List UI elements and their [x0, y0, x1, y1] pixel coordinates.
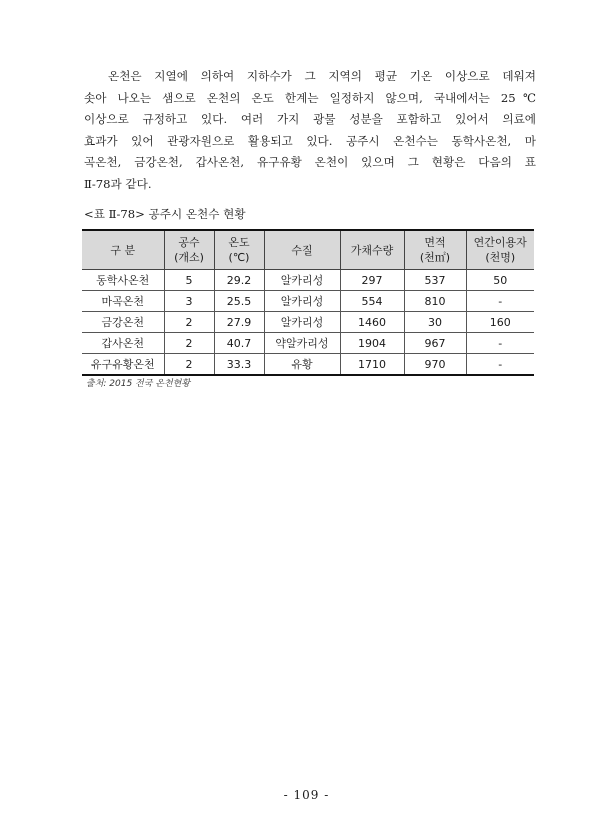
table-cell: 3 — [164, 291, 214, 312]
table-cell: 810 — [404, 291, 466, 312]
source-note: 출처: 2015 전국 온천현황 — [86, 379, 191, 389]
table-cell: 약알카리성 — [264, 333, 340, 354]
table-row — [82, 354, 534, 376]
table-cell: 2 — [164, 354, 214, 376]
table-cell: 25.5 — [214, 291, 264, 312]
table-row — [82, 291, 534, 312]
table-cell: 갑사온천 — [82, 333, 164, 354]
table-cell: 297 — [340, 270, 404, 291]
table-cell: 537 — [404, 270, 466, 291]
header-category: 구 분 — [82, 230, 164, 270]
table-cell: 29.2 — [214, 270, 264, 291]
table-cell: 970 — [404, 354, 466, 376]
table-cell: 알카리성 — [264, 312, 340, 333]
table-cell: 1710 — [340, 354, 404, 376]
table-cell: 1904 — [340, 333, 404, 354]
header-water-quality: 수질 — [264, 230, 340, 270]
table-cell: 2 — [164, 333, 214, 354]
table-cell: 마곡온천 — [82, 291, 164, 312]
table-cell: 50 — [466, 270, 534, 291]
table-cell: 2 — [164, 312, 214, 333]
paragraph-line: Ⅱ-78과 같다. — [84, 176, 152, 191]
table-cell: 27.9 — [214, 312, 264, 333]
header-yield: 가채수량 — [340, 230, 404, 270]
table-cell: 유구유황온천 — [82, 354, 164, 376]
table-caption: <표 Ⅱ-78> 공주시 온천수 현황 — [84, 207, 246, 221]
table-cell: 40.7 — [214, 333, 264, 354]
body-paragraph — [84, 66, 536, 196]
table-cell: 554 — [340, 291, 404, 312]
header-temperature: 온도 (℃) — [214, 230, 264, 270]
table-cell: 동학사온천 — [82, 270, 164, 291]
table-cell: 유황 — [264, 354, 340, 376]
table-cell: 967 — [404, 333, 466, 354]
paragraph-line: 솟아 나오는 샘으로 온천의 온도 한계는 일정하지 않으며, 국내에서는 25℃ — [84, 90, 536, 105]
table-cell: 33.3 — [214, 354, 264, 376]
header-annual-visitors: 연간이용자 (천명) — [466, 230, 534, 270]
hot-spring-table — [82, 229, 534, 376]
header-well-count: 공수 (개소) — [164, 230, 214, 270]
paragraph-line: 효과가 있어 관광자원으로 활용되고 있다. 공주시 온천수는 동학사온천, 마 — [84, 133, 536, 148]
table-cell: 160 — [466, 312, 534, 333]
page-number: - 109 - — [283, 788, 330, 802]
table-header-row — [82, 230, 534, 270]
table-row — [82, 270, 534, 291]
table-cell: 금강온천 — [82, 312, 164, 333]
table-row — [82, 333, 534, 354]
table-cell: - — [466, 291, 534, 312]
table-cell: 5 — [164, 270, 214, 291]
table-cell: 알카리성 — [264, 291, 340, 312]
table-cell: 30 — [404, 312, 466, 333]
table-cell: - — [466, 333, 534, 354]
table-row — [82, 312, 534, 333]
table-cell: 1460 — [340, 312, 404, 333]
table-cell: 알카리성 — [264, 270, 340, 291]
paragraph-line: 온천은 지열에 의하여 지하수가 그 지역의 평균 기온 이상으로 데워져 — [108, 69, 536, 83]
paragraph-line: 곡온천, 금강온천, 갑사온천, 유구유황 온천이 있으며 그 현황은 다음의 표 — [84, 155, 536, 170]
header-area: 면적 (천㎡) — [404, 230, 466, 270]
paragraph-line: 이상으로 규정하고 있다. 여러 가지 광물 성분을 포함하고 있어서 의료에 — [84, 112, 536, 127]
table-cell: - — [466, 354, 534, 376]
